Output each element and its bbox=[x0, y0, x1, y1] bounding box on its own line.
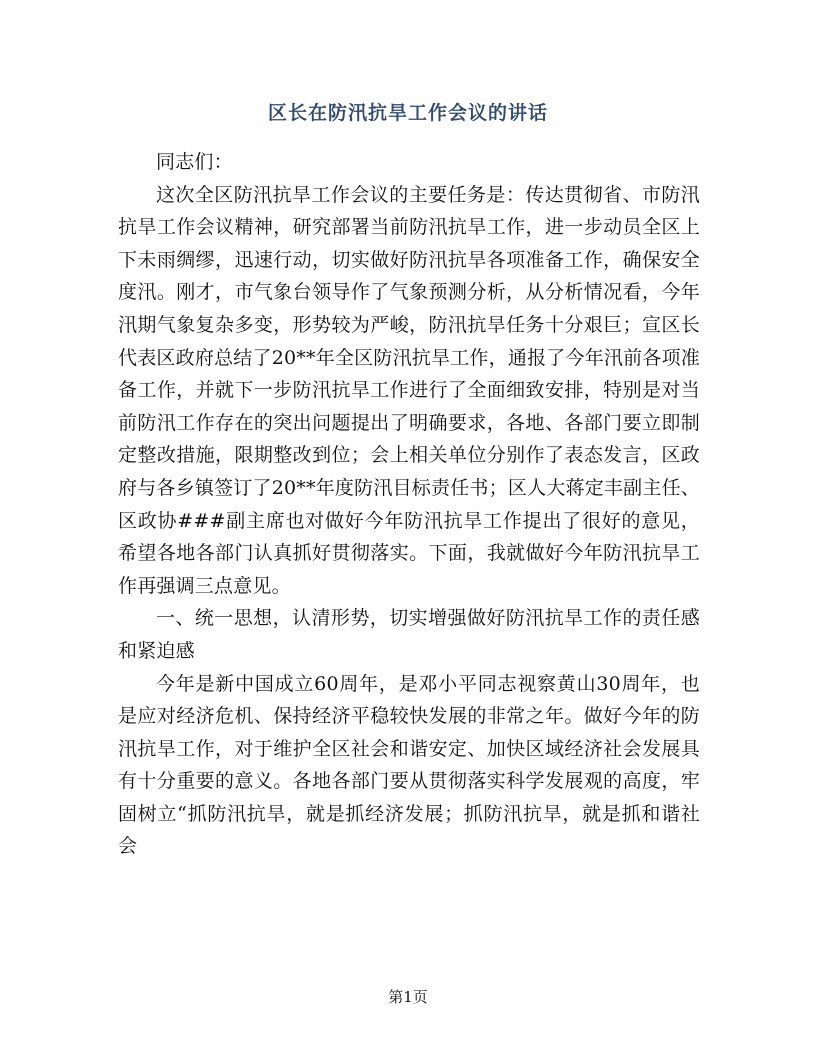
section-heading-1: 一、统一思想，认清形势，切实增强做好防汛抗旱工作的责任感和紧迫感 bbox=[118, 607, 700, 662]
paragraph-section-1: 今年是新中国成立60周年，是邓小平同志视察黄山30周年，也是应对经济危机、保持经济平稳较快发展的非常之年。做好今年的防汛抗旱工作，对于维护全区社会和谐安定、加快区域经济社会发展具有十分重要的意义。各地各部门要从贯彻落实科学发展观的高度，牢固树立“抓防汛抗旱，就是抓经济发展；抓防汛抗旱，就是抓和谐社会 bbox=[118, 672, 700, 858]
document-body bbox=[118, 146, 700, 863]
page-number: 第1页 bbox=[388, 988, 428, 1006]
document-title: 区长在防汛抗旱工作会议的讲话 bbox=[267, 102, 548, 124]
salutation: 同志们： bbox=[156, 151, 233, 173]
paragraph-intro: 这次全区防汛抗旱工作会议的主要任务是：传达贯彻省、市防汛抗旱工作会议精神，研究部署当前防汛抗旱工作，进一步动员全区上下未雨绸缪，迅速行动，切实做好防汛抗旱各项准备工作，确保安全度汛。刚才，市气象台领导作了气象预测分析，从分析情况看，今年汛期气象复杂多变，形势较为严峻，防汛抗旱任务十分艰巨；宣区长代表区政府总结了20**年全区防汛抗旱工作，通报了今年汛前各项准备工作，并就下一步防汛抗旱工作进行了全面细致安排，特别是对当前防汛工作存在的突出问题提出了明确要求，各地、各部门要立即制定整改措施，限期整改到位；会上相关单位分别作了表态发言，区政府与各乡镇签订了20**年度防汛目标责任书；区人大蒋定丰副主任、区政协###副主席也对做好今年防汛抗旱工作提出了很好的意见，希望各地各部门认真抓好贯彻落实。下面，我就做好今年防汛抗旱工作再强调三点意见。 bbox=[118, 183, 700, 597]
